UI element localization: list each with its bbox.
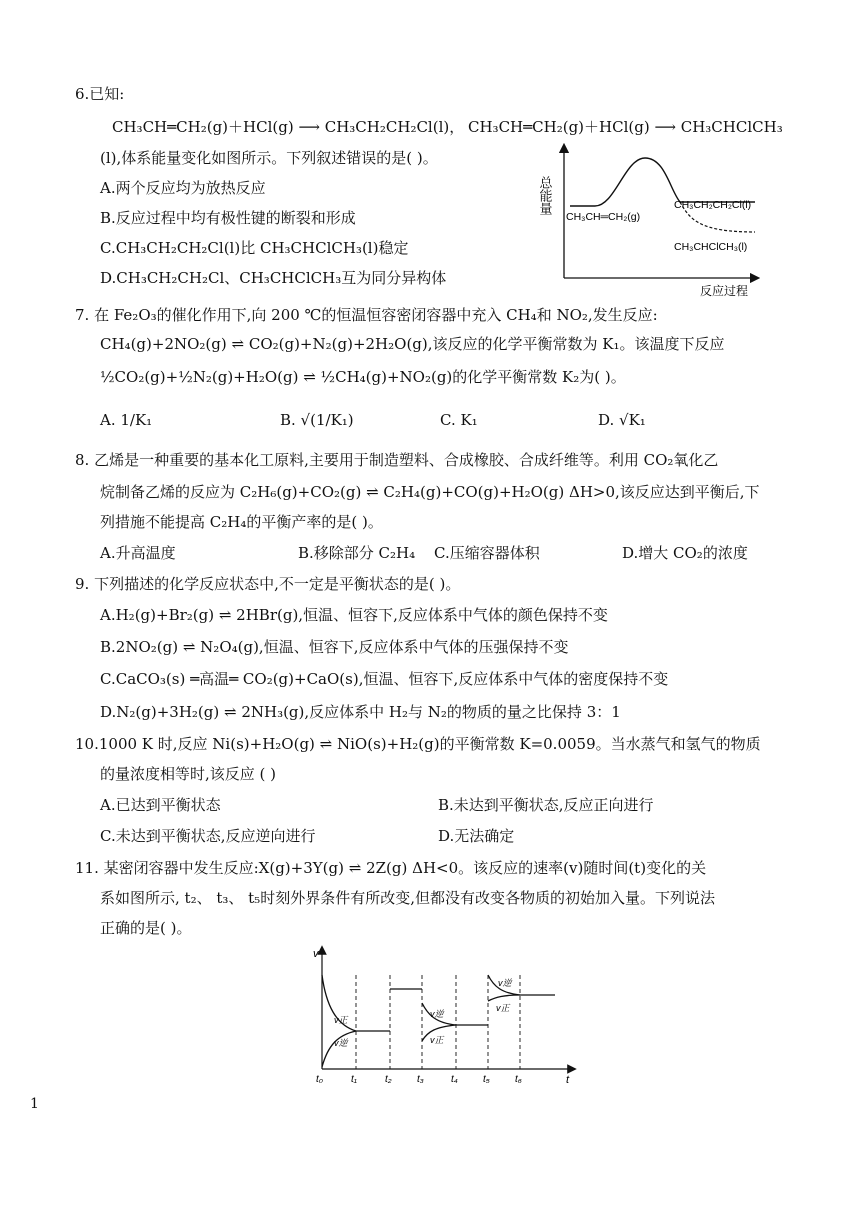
q6-stem-line2: (l),体系能量变化如图所示。下列叙述错误的是( )。 bbox=[100, 149, 438, 167]
q6-equation-1: CH₃CH═CH₂(g)＋HCl(g) ⟶ CH₃CH₂CH₂Cl(l)， bbox=[112, 118, 465, 136]
q8-option-c: C.压缩容器体积 bbox=[434, 544, 540, 562]
q11-tick-t0: t₀ bbox=[316, 1074, 323, 1085]
q11-v-reverse-2: v逆 bbox=[430, 1009, 444, 1019]
q6-reactant-label: CH₃CH═CH₂(g) bbox=[566, 211, 641, 223]
q10-option-c: C.未达到平衡状态,反应逆向进行 bbox=[100, 827, 316, 845]
q8-option-d: D.增大 CO₂的浓度 bbox=[622, 544, 748, 562]
q6-x-label: 反应过程 bbox=[700, 284, 749, 298]
q11-rate-time-graph bbox=[310, 945, 580, 1085]
q7-stem-line3: ½CO₂(g)+½N₂(g)+H₂O(g) ⇌ ½CH₄(g)+NO₂(g)的化学平衡常数 K₂为( )。 bbox=[100, 368, 626, 386]
q7-stem-line1: 7. 在 Fe₂O₃的催化作用下,向 200 ℃的恒温恒容密闭容器中充入 CH₄和 NO₂,发生反应: bbox=[75, 306, 658, 324]
q11-y-label: v bbox=[313, 948, 319, 960]
q8-stem-line1: 8. 乙烯是一种重要的基本化工原料,主要用于制造塑料、合成橡胶、合成纤维等。利用 CO₂氧化乙 bbox=[75, 451, 719, 469]
q11-time-markers bbox=[356, 975, 520, 1069]
q7-option-b: B. √(1/K₁) bbox=[280, 411, 354, 429]
q11-tick-t4: t₄ bbox=[451, 1074, 458, 1085]
q8-stem-line2: 烷制备乙烯的反应为 C₂H₆(g)+CO₂(g) ⇌ C₂H₄(g)+CO(g)+H₂O(g) ΔH>0,该反应达到平衡后,下 bbox=[100, 483, 760, 501]
q11-tick-t6: t₆ bbox=[515, 1074, 522, 1085]
q11-tick-t3: t₃ bbox=[417, 1074, 424, 1085]
q6-product-2-label: CH₃CHClCH₃(l) bbox=[674, 241, 748, 253]
q11-stem-line3: 正确的是( )。 bbox=[100, 919, 192, 937]
q11-v-forward-1: v正 bbox=[334, 1015, 348, 1025]
q11-tick-t1: t₁ bbox=[351, 1074, 357, 1085]
q9-option-a: A.H₂(g)+Br₂(g) ⇌ 2HBr(g),恒温、恒容下,反应体系中气体的颜色保持不变 bbox=[100, 606, 608, 624]
q9-stem: 9. 下列描述的化学反应状态中,不一定是平衡状态的是( )。 bbox=[75, 575, 461, 593]
q6-product-1-label: CH₃CH₂CH₂Cl(l) bbox=[674, 199, 752, 211]
q9-option-b: B.2NO₂(g) ⇌ N₂O₄(g),恒温、恒容下,反应体系中气体的压强保持不变 bbox=[100, 638, 569, 656]
page-number: 1 bbox=[30, 1096, 39, 1112]
q10-option-b: B.未达到平衡状态,反应正向进行 bbox=[438, 796, 654, 814]
q11-stem-line2: 系如图所示, t₂、 t₃、 t₅时刻外界条件有所改变,但都没有改变各物质的初始加入量。下列说法 bbox=[100, 889, 715, 907]
q8-stem-line3: 列措施不能提高 C₂H₄的平衡产率的是( )。 bbox=[100, 513, 383, 531]
q11-v-reverse-3: v逆 bbox=[498, 978, 512, 988]
q7-option-a: A. 1/K₁ bbox=[100, 411, 153, 429]
q11-v-reverse-1: v逆 bbox=[334, 1038, 348, 1048]
q11-tick-t2: t₂ bbox=[385, 1074, 392, 1085]
q9-option-d: D.N₂(g)+3H₂(g) ⇌ 2NH₃(g),反应体系中 H₂与 N₂的物质的量之比保持 3：1 bbox=[100, 703, 621, 721]
q6-option-a: A.两个反应均为放热反应 bbox=[100, 179, 266, 197]
q8-option-a: A.升高温度 bbox=[100, 544, 176, 562]
q10-option-d: D.无法确定 bbox=[438, 827, 515, 845]
q7-option-c: C. K₁ bbox=[440, 411, 478, 429]
q11-v-forward-3: v正 bbox=[496, 1003, 510, 1013]
q7-stem-line2: CH₄(g)+2NO₂(g) ⇌ CO₂(g)+N₂(g)+2H₂O(g),该反应的化学平衡常数为 K₁。该温度下反应 bbox=[100, 335, 725, 353]
q10-option-a: A.已达到平衡状态 bbox=[100, 796, 221, 814]
q10-stem-line2: 的量浓度相等时,该反应 ( ) bbox=[100, 765, 277, 783]
q11-v-forward-2: v正 bbox=[430, 1035, 444, 1045]
q6-energy-diagram bbox=[537, 140, 790, 300]
q11-tick-t5: t₅ bbox=[483, 1074, 490, 1085]
q9-option-c: C.CaCO₃(s) ═高温═ CO₂(g)+CaO(s),恒温、恒容下,反应体系中气体的密度保持不变 bbox=[100, 670, 669, 688]
q11-stem-line1: 11. 某密闭容器中发生反应:X(g)+3Y(g) ⇌ 2Z(g) ΔH<0。该反应的速率(v)随时间(t)变化的关 bbox=[75, 859, 707, 877]
q11-x-label: t bbox=[566, 1074, 570, 1086]
q6-option-d: D.CH₃CH₂CH₂Cl、CH₃CHClCH₃互为同分异构体 bbox=[100, 269, 447, 287]
q6-y-label: 总能量 bbox=[537, 176, 553, 215]
q7-option-d: D. √K₁ bbox=[598, 411, 646, 429]
q6-option-c: C.CH₃CH₂CH₂Cl(l)比 CH₃CHClCH₃(l)稳定 bbox=[100, 239, 409, 257]
q6-option-b: B.反应过程中均有极性键的断裂和形成 bbox=[100, 209, 356, 227]
q10-stem-line1: 10.1000 K 时,反应 Ni(s)+H₂O(g) ⇌ NiO(s)+H₂(g)的平衡常数 K=0.0059。当水蒸气和氢气的物质 bbox=[75, 735, 761, 753]
q6-equation-2: CH₃CH═CH₂(g)＋HCl(g) ⟶ CH₃CHClCH₃ bbox=[468, 118, 783, 136]
q6-stem: 6.已知: bbox=[75, 85, 125, 103]
q8-option-b: B.移除部分 C₂H₄ bbox=[298, 544, 416, 562]
